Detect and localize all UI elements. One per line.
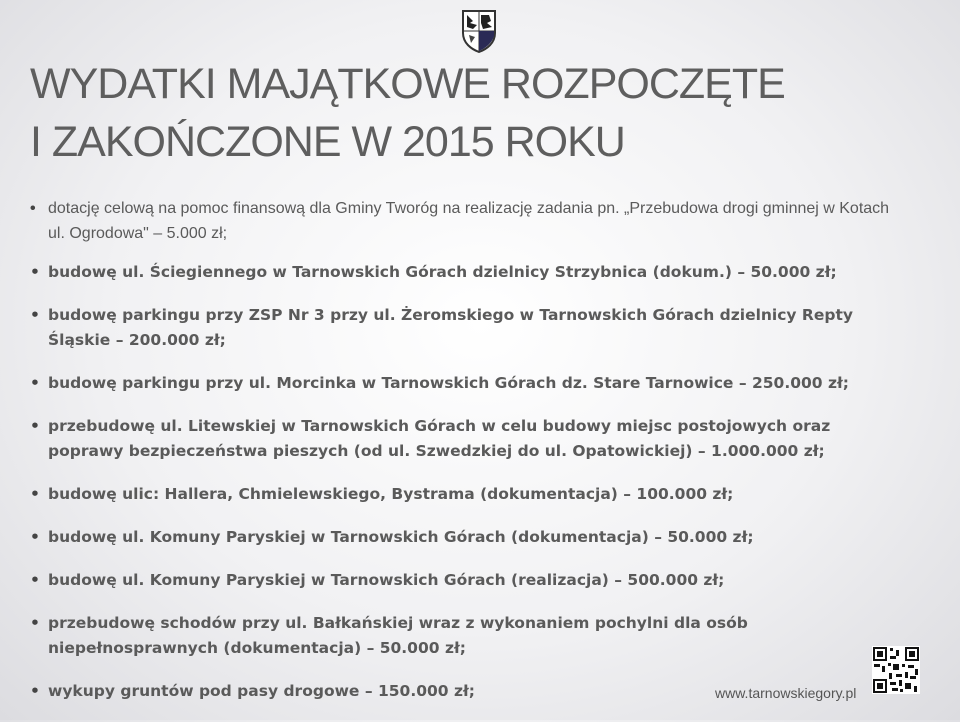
qr-code-icon [872,646,920,694]
list-item: • wykupy gruntów pod pasy drogowe – 150.000 zł; [30,679,900,704]
list-item: • budowę parkingu przy ul. Morcinka w Tarnowskich Górach dz. Stare Tarnowice – 250.000 zł; [30,371,900,396]
title-line-2: I ZAKOŃCZONE W 2015 ROKU [30,118,625,166]
list-item: • budowę ulic: Hallera, Chmielewskiego, Bystrama (dokumentacja) – 100.000 zł; [30,482,900,507]
expense-list [30,196,900,722]
list-item: • budowę ul. Komuny Paryskiej w Tarnowskich Górach (dokumentacja) – 50.000 zł; [30,525,900,550]
list-item: • budowę ul. Komuny Paryskiej w Tarnowskich Górach (realizacja) – 500.000 zł; [30,568,900,593]
list-item: • przebudowę schodów przy ul. Bałkańskiej wraz z wykonaniem pochylni dla osób niepełnosprawnych (dokumentacja) – 50.000 zł; [30,611,900,661]
title-line-1: WYDATKI MAJĄTKOWE ROZPOCZĘTE [30,60,785,108]
coat-of-arms-icon [461,9,497,53]
list-item: • budowę ul. Ściegiennego w Tarnowskich Górach dzielnicy Strzybnica (dokum.) – 50.000 zł; [30,260,900,285]
list-item: • dotację celową na pomoc finansową dla Gminy Tworóg na realizację zadania pn. „Przebudowa drogi gminnej w Kotach ul. Ogrodowa" – 5.000 zł; [30,196,900,246]
website-link[interactable]: www.tarnowskiegory.pl [715,685,857,701]
page-title [30,55,940,171]
list-item: • budowę parkingu przy ZSP Nr 3 przy ul. Żeromskiego w Tarnowskich Górach dzielnicy Repty Śląskie – 200.000 zł; [30,303,900,353]
list-item: • przebudowę ul. Litewskiej w Tarnowskich Górach w celu budowy miejsc postojowych oraz poprawy bezpieczeństwa pieszych (od ul. Szwedzkiej do ul. Opatowickiej) – 1.000.000 zł; [30,414,900,464]
